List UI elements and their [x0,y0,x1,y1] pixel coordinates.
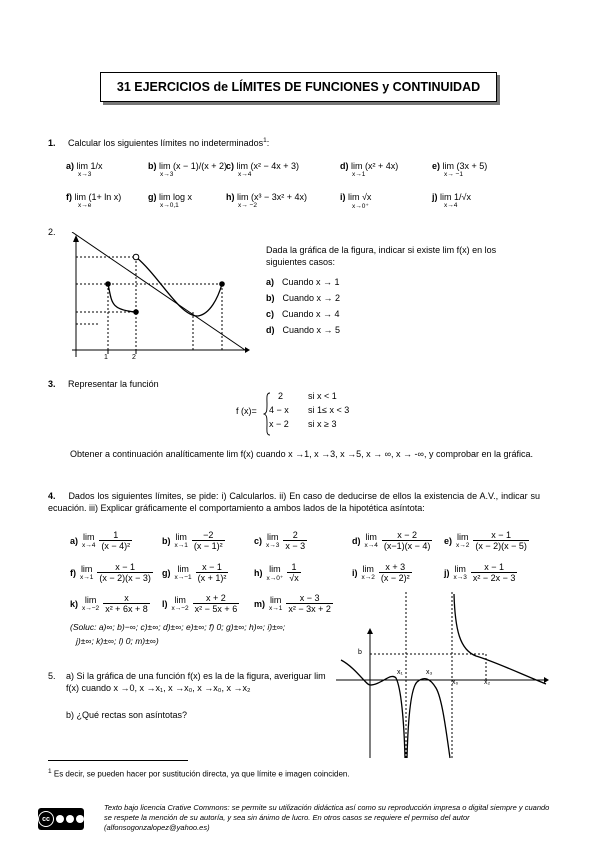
q1-item-expr: lim (x² + 4x) [348,161,399,171]
q1-item-label: f) [66,192,72,202]
q3-piece-cond: si x ≥ 3 [308,419,337,429]
q1-item-f [66,192,122,209]
q5-label-x3: x₃ [426,669,433,676]
q4-item-lim [456,532,469,549]
q4-item-denominator: (x − 2)² [380,573,410,583]
q4-item-denominator: x² + 6x + 8 [105,604,148,614]
q4-item-label: a) [70,535,79,546]
q4-item-numerator: 1 [113,530,119,540]
q1-item-label: j) [432,192,438,202]
q2-case-label: b) [266,293,275,303]
q1-item-label: d) [340,161,349,171]
q4-item-label: j) [444,567,450,578]
q4-item-b [162,530,225,551]
q2-case-c [266,309,340,319]
q1-item-expr: lim √x [345,192,372,202]
q4-item-subscript: x→1 [80,574,94,581]
q1-item-subscript: x→3 [160,171,174,178]
q4-item-fraction [471,562,518,583]
q4-item-numerator: x + 2 [206,593,226,603]
q1-item-label: g) [148,192,157,202]
q4-item-subscript: x→−2 [82,605,100,612]
q4-item-lim [454,564,467,581]
q1-item-expr: lim (x³ − 3x² + 4x) [234,192,308,202]
q4-item-denominator: (x−1)(x − 4) [383,541,431,551]
q4-item-lim [267,564,284,582]
q4-item-lim-word: lim [454,564,466,574]
q1-item-e [432,161,488,178]
q4-item-lim-word: lim [456,532,469,542]
q4-item-f [70,562,153,583]
q4-item-subscript: x→4 [364,542,378,549]
q4-item-fraction [97,562,153,583]
q4-item-numerator: 1 [291,562,297,572]
q2-graph [60,232,250,362]
q4-item-lim-word: lim [269,563,281,574]
q4-item-lim [172,595,189,612]
q1-item-label: b) [148,161,157,171]
q4-item-denominator: x² − 5x + 6 [194,604,238,614]
q4-item-lim [269,595,282,612]
q4-item-lim-word: lim [174,595,186,605]
q4-item-fraction [196,562,229,583]
q2-case-d [266,325,340,335]
q1-item-a [66,161,103,178]
q2-case-b [266,293,340,303]
q5-label-x0: x₀ [452,679,459,686]
q4-item-fraction [193,593,240,614]
q1-item-expr: lim (3x + 5) [440,161,488,171]
q5-graph [336,590,551,762]
q1-footnote-ref: 1 [263,137,267,144]
q4-item-subscript: x→1 [269,605,283,612]
q2-tick-2: 2 [132,354,136,361]
q4-text: Dados los siguientes límites, se pide: i) Calcularlos. ii) En caso de deducirse de ellos la existencia de A.V., indicar su ecuación. iii) Explicar gráficamente el comportamiento a ambos lados de la hipotética asíntota: [48,491,540,513]
q3-piece-expr: 4 − x [269,405,289,415]
q4-item-lim-word: lim [80,564,93,574]
q4-item-fraction [283,530,307,551]
q4-item-lim [175,532,188,549]
q4-item-denominator: x² − 3x + 2 [288,604,331,614]
q1-item-g [148,192,193,209]
q5-text-b: b) ¿Qué rectas son asíntotas? [66,710,188,720]
q4-item-h [254,562,301,583]
q4-item-subscript: x→2 [456,542,470,549]
q1-item-label: h) [226,192,235,202]
q4-heading [48,490,540,514]
q4-item-fraction [286,593,333,614]
q2-case-a [266,277,340,287]
q5-number: 5. [48,671,56,681]
q1-item-subscript: x→4 [238,171,252,178]
q4-item-denominator: (x + 1)² [197,573,227,583]
q4-item-fraction [99,530,132,551]
q4-item-label: h) [254,567,263,578]
q1-item-i [340,192,372,210]
q5-label-b: b [358,649,362,656]
q1-item-subscript: x→0⁺ [352,203,369,210]
q2-text: Dada la gráfica de la figura, indicar si existe lim f(x) en los siguientes casos: [266,245,497,267]
q4-item-lim [266,532,279,549]
q4-item-lim-word: lim [266,532,279,542]
q4-item-subscript: x→3 [266,542,280,549]
q4-item-lim [365,532,378,549]
q4-item-fraction [379,562,412,583]
q3-number: 3. [48,379,56,389]
q4-item-numerator: x + 3 [385,562,406,572]
q1-item-label: a) [66,161,75,171]
q1-item-expr: lim (1+ ln x) [72,192,122,202]
q4-item-subscript: x→0⁺ [266,574,284,582]
q4-item-a [70,530,132,551]
q4-item-k [70,593,150,614]
q3-function-name: f (x)= [236,406,257,416]
q4-item-label: b) [162,535,171,546]
q2-case-label: a) [266,277,275,287]
q1-item-expr: lim 1/x [74,161,103,171]
q4-item-j [444,562,517,583]
q4-item-c [254,530,307,551]
q4-item-numerator: x − 3 [299,593,320,603]
q4-item-lim-word: lim [175,532,187,542]
q4-item-label: i) [352,567,358,578]
q4-item-lim [175,564,192,581]
q4-item-numerator: x − 1 [202,562,222,572]
q4-solutions-2: j)±∞; k)±∞; l) 0; m)±∞) [76,636,159,646]
q2-case-label: d) [266,325,275,335]
creative-commons-icon [38,808,84,830]
q1-item-expr: lim 1/√x [437,192,471,202]
q4-item-label: d) [352,535,361,546]
q1-item-j [432,192,471,209]
q1-item-label: e) [432,161,441,171]
q1-item-subscript: x→ −2 [238,202,257,209]
q4-item-l [162,593,239,614]
q1-item-label: c) [226,161,235,171]
q5-label-x1: x₁ [397,669,403,676]
q1-item-subscript: x→0,1 [160,202,179,209]
q4-item-denominator: x² − 2x − 3 [472,573,516,583]
q1-item-subscript: x→4 [444,202,458,209]
q4-item-g [162,562,228,583]
q1-item-expr: lim log x [156,192,193,202]
q2-case-text: Cuando x → 2 [282,293,341,303]
q3-piece-expr: x − 2 [269,419,289,429]
q1-text: Calcular los siguientes límites no indeterminados [68,138,264,148]
q4-item-lim-word: lim [84,595,97,605]
q3-heading [48,378,159,390]
footnote [48,766,350,781]
q1-item-label: i) [340,192,346,202]
cc-badge: cc [38,811,54,827]
q4-item-label: k) [70,598,79,609]
q4-item-subscript: x→4 [82,542,96,549]
q4-item-fraction [473,530,529,551]
q4-item-numerator: x − 1 [491,530,512,540]
q1-item-subscript: x→ −1 [444,171,463,178]
q4-item-lim [80,564,93,581]
q4-item-lim-word: lim [269,595,282,605]
q1-item-subscript: x→3 [78,171,92,178]
q4-item-numerator: x [124,593,129,603]
q4-solutions-1: (Soluc: a)∞; b)−∞; c)±∞; d)±∞; e)±∞; f) 0; g)±∞; h)∞; i)±∞; [70,622,286,632]
q4-item-d [352,530,432,551]
q3-piece-expr: 2 [278,391,284,401]
q4-item-denominator: (x − 2)(x − 3) [99,573,151,583]
q4-item-fraction [192,530,225,551]
q4-item-label: c) [254,535,263,546]
q2-tick-1: 1 [104,354,108,361]
q4-item-lim-word: lim [82,532,95,542]
q4-item-lim [82,595,99,612]
q4-item-subscript: x→1 [174,542,188,549]
q3-piece-cond: si x < 1 [308,391,337,401]
q4-item-i [352,562,412,583]
q5-label-x2: x₂ [484,679,491,686]
q4-number: 4. [48,491,56,501]
q4-item-lim [362,564,375,581]
q3-instructions: Obtener a continuación analíticamente lim f(x) cuando x →1, x →3, x →5, x → ∞, x → -∞, y comprobar en la gráfica. [70,449,534,459]
q4-item-label: f) [70,567,76,578]
q4-item-numerator: x − 1 [484,562,505,572]
q4-item-lim [82,532,95,549]
q1-item-subscript: x→e [78,202,92,209]
q2-case-text: Cuando x → 5 [282,325,341,335]
q2-case-text: Cuando x → 1 [282,277,340,287]
q4-item-label: g) [162,567,171,578]
q4-item-numerator: x − 2 [397,530,418,540]
license-text: Texto bajo licencia Crative Commons: se permite su utilización didáctica así como su reproducción impresa o digital siempre y cuando se respete la mención de su autoría, y sea sin ánimo de lucro. En otros casos se requiere el permiso del autor (alfonsogonzalopez@yahoo.es) [104,803,550,832]
q4-item-label: l) [162,598,168,609]
q4-item-numerator: x − 1 [115,562,136,572]
q1-number: 1. [48,138,56,148]
q4-item-numerator: 2 [292,530,298,540]
q4-item-label: e) [444,535,453,546]
q4-item-denominator: (x − 2)(x − 5) [475,541,527,551]
q4-item-denominator: (x − 1)² [193,541,223,551]
q1-item-b [148,161,228,178]
page-title: 31 EJERCICIOS de LÍMITES DE FUNCIONES y CONTINUIDAD [100,72,497,102]
q2-case-text: Cuando x → 4 [282,309,340,319]
q4-item-fraction [287,562,300,583]
footnote-text: Es decir, se pueden hacer por sustitución directa, ya que límite e imagen coinciden. [53,769,350,779]
q3-text: Representar la función [68,379,159,389]
q4-item-subscript: x→−2 [171,605,189,612]
q4-item-lim-word: lim [362,564,374,574]
q4-item-denominator: (x − 4)² [101,541,131,551]
q4-item-numerator: −2 [203,530,214,540]
q1-item-h [226,192,308,209]
q4-item-label: m) [254,598,265,609]
q1-item-expr: lim (x² − 4x + 3) [234,161,300,171]
footnote-mark: 1 [48,768,52,775]
q4-item-e [444,530,529,551]
q3-piece-cond: si 1≤ x < 3 [308,405,350,415]
q4-item-subscript: x→−1 [174,574,192,581]
q1-item-subscript: x→1 [352,171,366,178]
q1-heading: 1. Calcular los siguientes límites no indeterminados$^1$: [48,137,270,148]
q4-item-denominator: x − 3 [285,541,306,551]
q1-item-expr: lim (x − 1)/(x + 2) [156,161,228,171]
q1-item-c [226,161,300,178]
q4-item-lim-word: lim [365,532,377,542]
q2-number: 2. [48,227,56,237]
q4-item-denominator: √x [289,573,299,583]
q4-item-m [254,593,333,614]
q4-item-fraction [103,593,150,614]
footnote-divider [48,760,188,761]
q4-item-subscript: x→3 [453,574,467,581]
q4-item-lim-word: lim [177,564,189,574]
q2-case-label: c) [266,309,275,319]
q4-item-subscript: x→2 [361,574,375,581]
q1-item-d [340,161,399,178]
q4-item-fraction [382,530,433,551]
q5-text-a: a) Si la gráfica de una función f(x) es la de la figura, averiguar lim f(x) cuando x →0, x →x₁, x →x₀, x →x₀, x →x₂ [66,671,326,693]
